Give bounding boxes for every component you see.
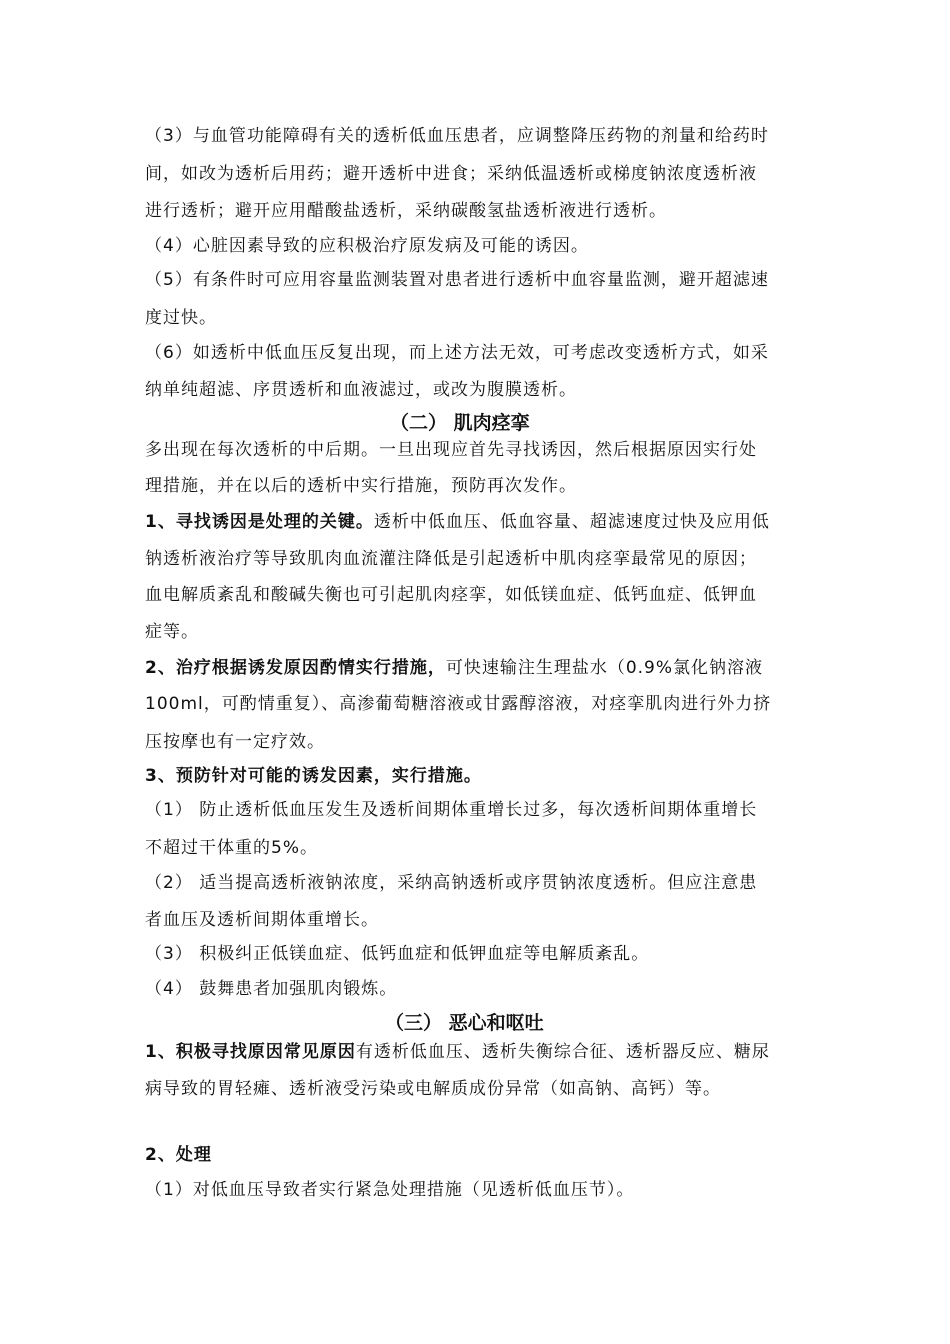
paragraph-line: 血电解质紊乱和酸碱失衡也可引起肌肉痉挛，如低镁血症、低钙血症、低钾血	[145, 585, 757, 605]
paragraph-line: 钠透析液治疗等导致肌肉血流灌注降低是引起透析中肌肉痉挛最常见的原因；	[145, 549, 757, 569]
bold-lead: 2、治疗根据诱发原因酌情实行措施，	[145, 658, 446, 678]
paragraph-line: 症等。	[145, 622, 199, 642]
paragraph-line	[145, 510, 815, 534]
text-run: 可快速输注生理盐水（0.9%氯化钠溶液	[445, 658, 764, 678]
paragraph-line: 多出现在每次透析的中后期。一旦出现应首先寻找诱因，然后根据原因实行处	[145, 440, 757, 460]
paragraph-line: 2、处理	[145, 1145, 212, 1165]
paragraph-line: 3、预防针对可能的诱发因素，实行措施。	[145, 766, 482, 786]
paragraph-line: 进行透析；避开应用醋酸盐透析，采纳碳酸氢盐透析液进行透析。	[145, 201, 667, 221]
paragraph-line: 度过快。	[145, 308, 217, 328]
bold-lead: 1、积极寻找原因常见原因	[145, 1042, 356, 1062]
text-run: 透析中低血压、低血容量、超滤速度过快及应用低	[373, 512, 770, 532]
text-run: 有透析低血压、透析失衡综合征、透析器反应、糖尿	[355, 1042, 770, 1062]
list-item-line: （2） 适当提高透析液钠浓度，采纳高钠透析或序贯钠浓度透析。但应注意患	[145, 873, 758, 893]
paragraph-line: （3）与血管功能障碍有关的透析低血压患者，应调整降压药物的剂量和给药时	[145, 126, 769, 146]
section-heading-muscle-spasm: （二） 肌肉痉挛	[390, 412, 530, 434]
list-item-line: （3） 积极纠正低镁血症、低钙血症和低钾血症等电解质紊乱。	[145, 944, 650, 964]
paragraph-line: 压按摩也有一定疗效。	[145, 732, 325, 752]
list-item-line: （1） 防止透析低血压发生及透析间期体重增长过多，每次透析间期体重增长	[145, 800, 758, 820]
section-heading-nausea-vomiting: （三） 恶心和呕吐	[385, 1012, 544, 1034]
list-item-line: 不超过干体重的5%。	[145, 838, 318, 858]
paragraph-line: 理措施，并在以后的透析中实行措施，预防再次发作。	[145, 476, 577, 496]
list-item-line: （1）对低血压导致者实行紧急处理措施（见透析低血压节）。	[145, 1180, 635, 1200]
paragraph-line	[145, 1040, 815, 1064]
list-item-line: （4） 鼓舞患者加强肌肉锻炼。	[145, 979, 398, 999]
paragraph-line	[145, 656, 815, 680]
paragraph-line: 间，如改为透析后用药；避开透析中进食；采纳低温透析或梯度钠浓度透析液	[145, 164, 757, 184]
paragraph-line: （4）心脏因素导致的应积极治疗原发病及可能的诱因。	[145, 236, 589, 256]
paragraph-line: 病导致的胃轻瘫、透析液受污染或电解质成份异常（如高钠、高钙）等。	[145, 1079, 721, 1099]
list-item-line: 者血压及透析间期体重增长。	[145, 910, 379, 930]
bold-lead: 1、寻找诱因是处理的关键。	[145, 512, 374, 532]
paragraph-line: （6）如透析中低血压反复出现，而上述方法无效，可考虑改变透析方式，如采	[145, 343, 769, 363]
paragraph-line: 100ml，可酌情重复）、高渗葡萄糖溶液或甘露醇溶液，对痉挛肌肉进行外力挤	[145, 694, 772, 714]
paragraph-line: （5）有条件时可应用容量监测装置对患者进行透析中血容量监测，避开超滤速	[145, 270, 769, 290]
paragraph-line: 纳单纯超滤、序贯透析和血液滤过，或改为腹膜透析。	[145, 380, 577, 400]
